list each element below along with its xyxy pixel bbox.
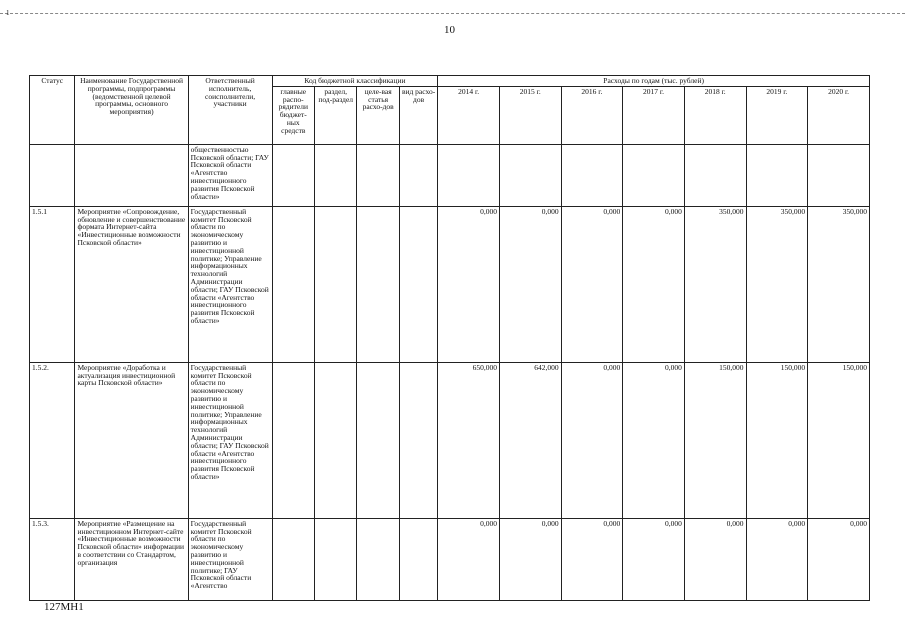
row-code-cell: [272, 518, 314, 600]
header-row-1: [30, 76, 870, 87]
page-number: 10: [444, 24, 455, 36]
row-value-2015: 642,000: [499, 362, 561, 518]
row-code-cell: [357, 144, 399, 206]
row-value-2018: 350,000: [684, 206, 746, 362]
header-expenses: Расходы по годам (тыс. рублей): [438, 76, 870, 87]
scan-edge-line: [0, 13, 905, 14]
row-responsible: Государственный комитет Псковской области по экономическому развитию и инвестиционной политике; ГАУ Псковской области «Агентство: [188, 518, 272, 600]
row-value-2014: 650,000: [438, 362, 500, 518]
header-responsible: Ответственный исполнитель, соисполнители, участники: [188, 76, 272, 145]
row-responsible: общественностью Псковской области; ГАУ Псковской области «Агентство инвестиционного развития Псковской области»: [188, 144, 272, 206]
header-year-2019: 2019 г.: [746, 86, 808, 144]
row-code-cell: [399, 362, 437, 518]
row-value-2017: 0,000: [623, 206, 685, 362]
row-value-2017: [623, 144, 685, 206]
row-value-2014: 0,000: [438, 518, 500, 600]
row-value-2018: 150,000: [684, 362, 746, 518]
row-status: 1.5.1: [30, 206, 75, 362]
header-budget-code: Код бюджетной классификации: [272, 76, 438, 87]
header-sub-target: целе-вая статья расхо-дов: [357, 86, 399, 144]
row-code-cell: [357, 362, 399, 518]
row-value-2019: 350,000: [746, 206, 808, 362]
header-year-2020: 2020 г.: [808, 86, 870, 144]
row-responsible: Государственный комитет Псковской области по экономическому развитию и инвестиционной политике; Управление информационных технологий Администрации области; ГАУ Псковской области «Агентство инвестиционного развития Псковской области»: [188, 362, 272, 518]
row-value-2016: 0,000: [561, 206, 623, 362]
table-row: [30, 362, 870, 518]
row-status: 1.5.3.: [30, 518, 75, 600]
header-status: Статус: [30, 76, 75, 145]
row-value-2019: 150,000: [746, 362, 808, 518]
row-name: Мероприятие «Размещение на инвестиционном Интернет-сайте «Инвестиционные возможности Псковской области» информации в соответствии со Стандартом, организация: [75, 518, 188, 600]
row-value-2020: [808, 144, 870, 206]
row-value-2016: 0,000: [561, 518, 623, 600]
row-value-2019: 0,000: [746, 518, 808, 600]
row-code-cell: [272, 362, 314, 518]
row-value-2020: 150,000: [808, 362, 870, 518]
row-code-cell: [357, 518, 399, 600]
row-code-cell: [314, 144, 356, 206]
table-row: [30, 206, 870, 362]
row-code-cell: [314, 206, 356, 362]
header-year-2015: 2015 г.: [499, 86, 561, 144]
row-value-2014: 0,000: [438, 206, 500, 362]
document-code: 127МН1: [44, 601, 84, 613]
header-year-2018: 2018 г.: [684, 86, 746, 144]
row-value-2018: 0,000: [684, 518, 746, 600]
row-code-cell: [314, 362, 356, 518]
row-name: Мероприятие «Доработка и актуализация инвестиционной карты Псковской области»: [75, 362, 188, 518]
row-status: 1.5.2.: [30, 362, 75, 518]
row-code-cell: [357, 206, 399, 362]
row-value-2017: 0,000: [623, 518, 685, 600]
header-year-2016: 2016 г.: [561, 86, 623, 144]
row-value-2020: 0,000: [808, 518, 870, 600]
row-code-cell: [399, 518, 437, 600]
row-code-cell: [272, 206, 314, 362]
corner-mark: 1: [6, 9, 10, 17]
row-status: [30, 144, 75, 206]
row-code-cell: [272, 144, 314, 206]
row-name: Мероприятие «Сопровождение, обновление и совершенствование формата Интернет-сайта «Инвестиционные возможности Псковской области»: [75, 206, 188, 362]
row-value-2016: 0,000: [561, 362, 623, 518]
row-value-2015: 0,000: [499, 518, 561, 600]
row-value-2020: 350,000: [808, 206, 870, 362]
row-code-cell: [314, 518, 356, 600]
header-name: Наименование Государственной программы, подпрограммы (ведомственной целевой программы, основного мероприятия): [75, 76, 188, 145]
header-sub-grbs: главные распо-рядители бюджет-ных средств: [272, 86, 314, 144]
row-value-2019: [746, 144, 808, 206]
row-value-2014: [438, 144, 500, 206]
row-value-2018: [684, 144, 746, 206]
header-sub-section: раздел, под-раздел: [314, 86, 356, 144]
row-code-cell: [399, 206, 437, 362]
table-row: [30, 518, 870, 600]
row-responsible: Государственный комитет Псковской области по экономическому развитию и инвестиционной политике; Управление информационных технологий Администрации области; ГАУ Псковской области «Агентство инвестиционного развития Псковской области»: [188, 206, 272, 362]
row-value-2015: 0,000: [499, 206, 561, 362]
table-row: [30, 144, 870, 206]
row-value-2016: [561, 144, 623, 206]
header-sub-type: вид расхо-дов: [399, 86, 437, 144]
row-value-2017: 0,000: [623, 362, 685, 518]
header-year-2014: 2014 г.: [438, 86, 500, 144]
row-name: [75, 144, 188, 206]
row-code-cell: [399, 144, 437, 206]
header-year-2017: 2017 г.: [623, 86, 685, 144]
row-value-2015: [499, 144, 561, 206]
budget-table: [29, 75, 870, 601]
